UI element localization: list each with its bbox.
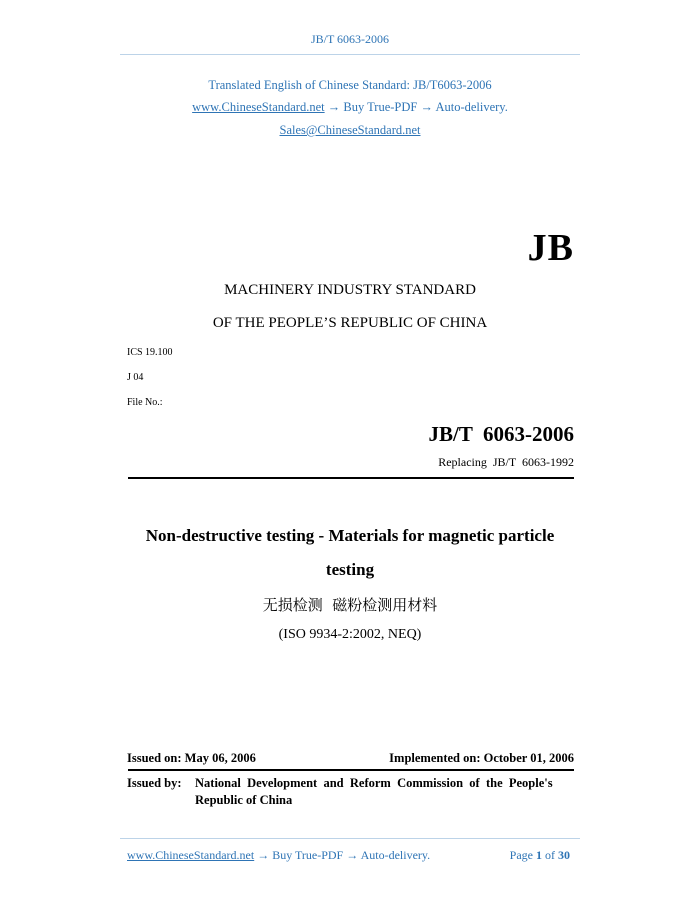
running-header [0, 32, 700, 47]
arrow-icon: → [346, 848, 359, 862]
email-link[interactable]: Sales@ChineseStandard.net [279, 123, 421, 137]
dates-divider [128, 769, 574, 771]
standard-number: JB/T 6063-2006 [428, 422, 574, 446]
title-line-2: testing [325, 560, 375, 579]
header-divider [120, 54, 580, 55]
of-label: of [545, 848, 555, 862]
page-current: 1 [536, 848, 542, 862]
page-total: 30 [558, 848, 570, 862]
implemented-date: Implemented on: October 01, 2006 [389, 751, 574, 765]
delivery-text: Auto-delivery. [435, 100, 508, 114]
footer-delivery-text: Auto-delivery. [360, 848, 431, 862]
ccs-code: J 04 [127, 372, 144, 383]
equivalence-note: (ISO 9934-2:2002, NEQ) [278, 627, 422, 642]
buy-text: Buy True-PDF [343, 100, 418, 114]
running-title: JB/T 6063-2006 [310, 32, 390, 46]
standard-code-mark: JB [527, 227, 574, 269]
title-line-1: Non-destructive testing - Materials for magnetic particle [145, 526, 555, 545]
authority-line-1: MACHINERY INDUSTRY STANDARD [224, 282, 476, 298]
site-link[interactable]: www.ChineseStandard.net [192, 100, 325, 114]
issuer-label: Issued by: [127, 776, 182, 790]
title-chinese: 无损检测 磁粉检测用材料 [262, 596, 438, 614]
page-label: Page [509, 848, 533, 862]
authority-line-2: OF THE PEOPLE’S REPUBLIC OF CHINA [212, 315, 488, 331]
issuer-name-line-2: Republic of China [195, 793, 293, 807]
footer-divider [120, 838, 580, 839]
footer-buy-text: Buy True-PDF [272, 848, 344, 862]
page-indicator [510, 848, 570, 863]
arrow-icon: → [257, 848, 270, 862]
issued-date: Issued on: May 06, 2006 [127, 751, 256, 765]
footer-purchase-line [127, 848, 430, 863]
issuer-name-line-1: National Development and Reform Commission of the People's [195, 776, 553, 790]
replacing-note: Replacing JB/T 6063-1992 [438, 455, 574, 469]
email-line [0, 123, 700, 138]
purchase-line [0, 100, 700, 115]
translation-notice: Translated English of Chinese Standard: JB/T6063-2006 [208, 78, 492, 92]
footer-site-link[interactable]: www.ChineseStandard.net [127, 848, 255, 862]
file-number: File No.: [127, 397, 163, 408]
arrow-icon: → [420, 100, 433, 114]
number-divider [128, 477, 574, 479]
arrow-icon: → [327, 100, 341, 114]
ics-code: ICS 19.100 [127, 347, 173, 358]
